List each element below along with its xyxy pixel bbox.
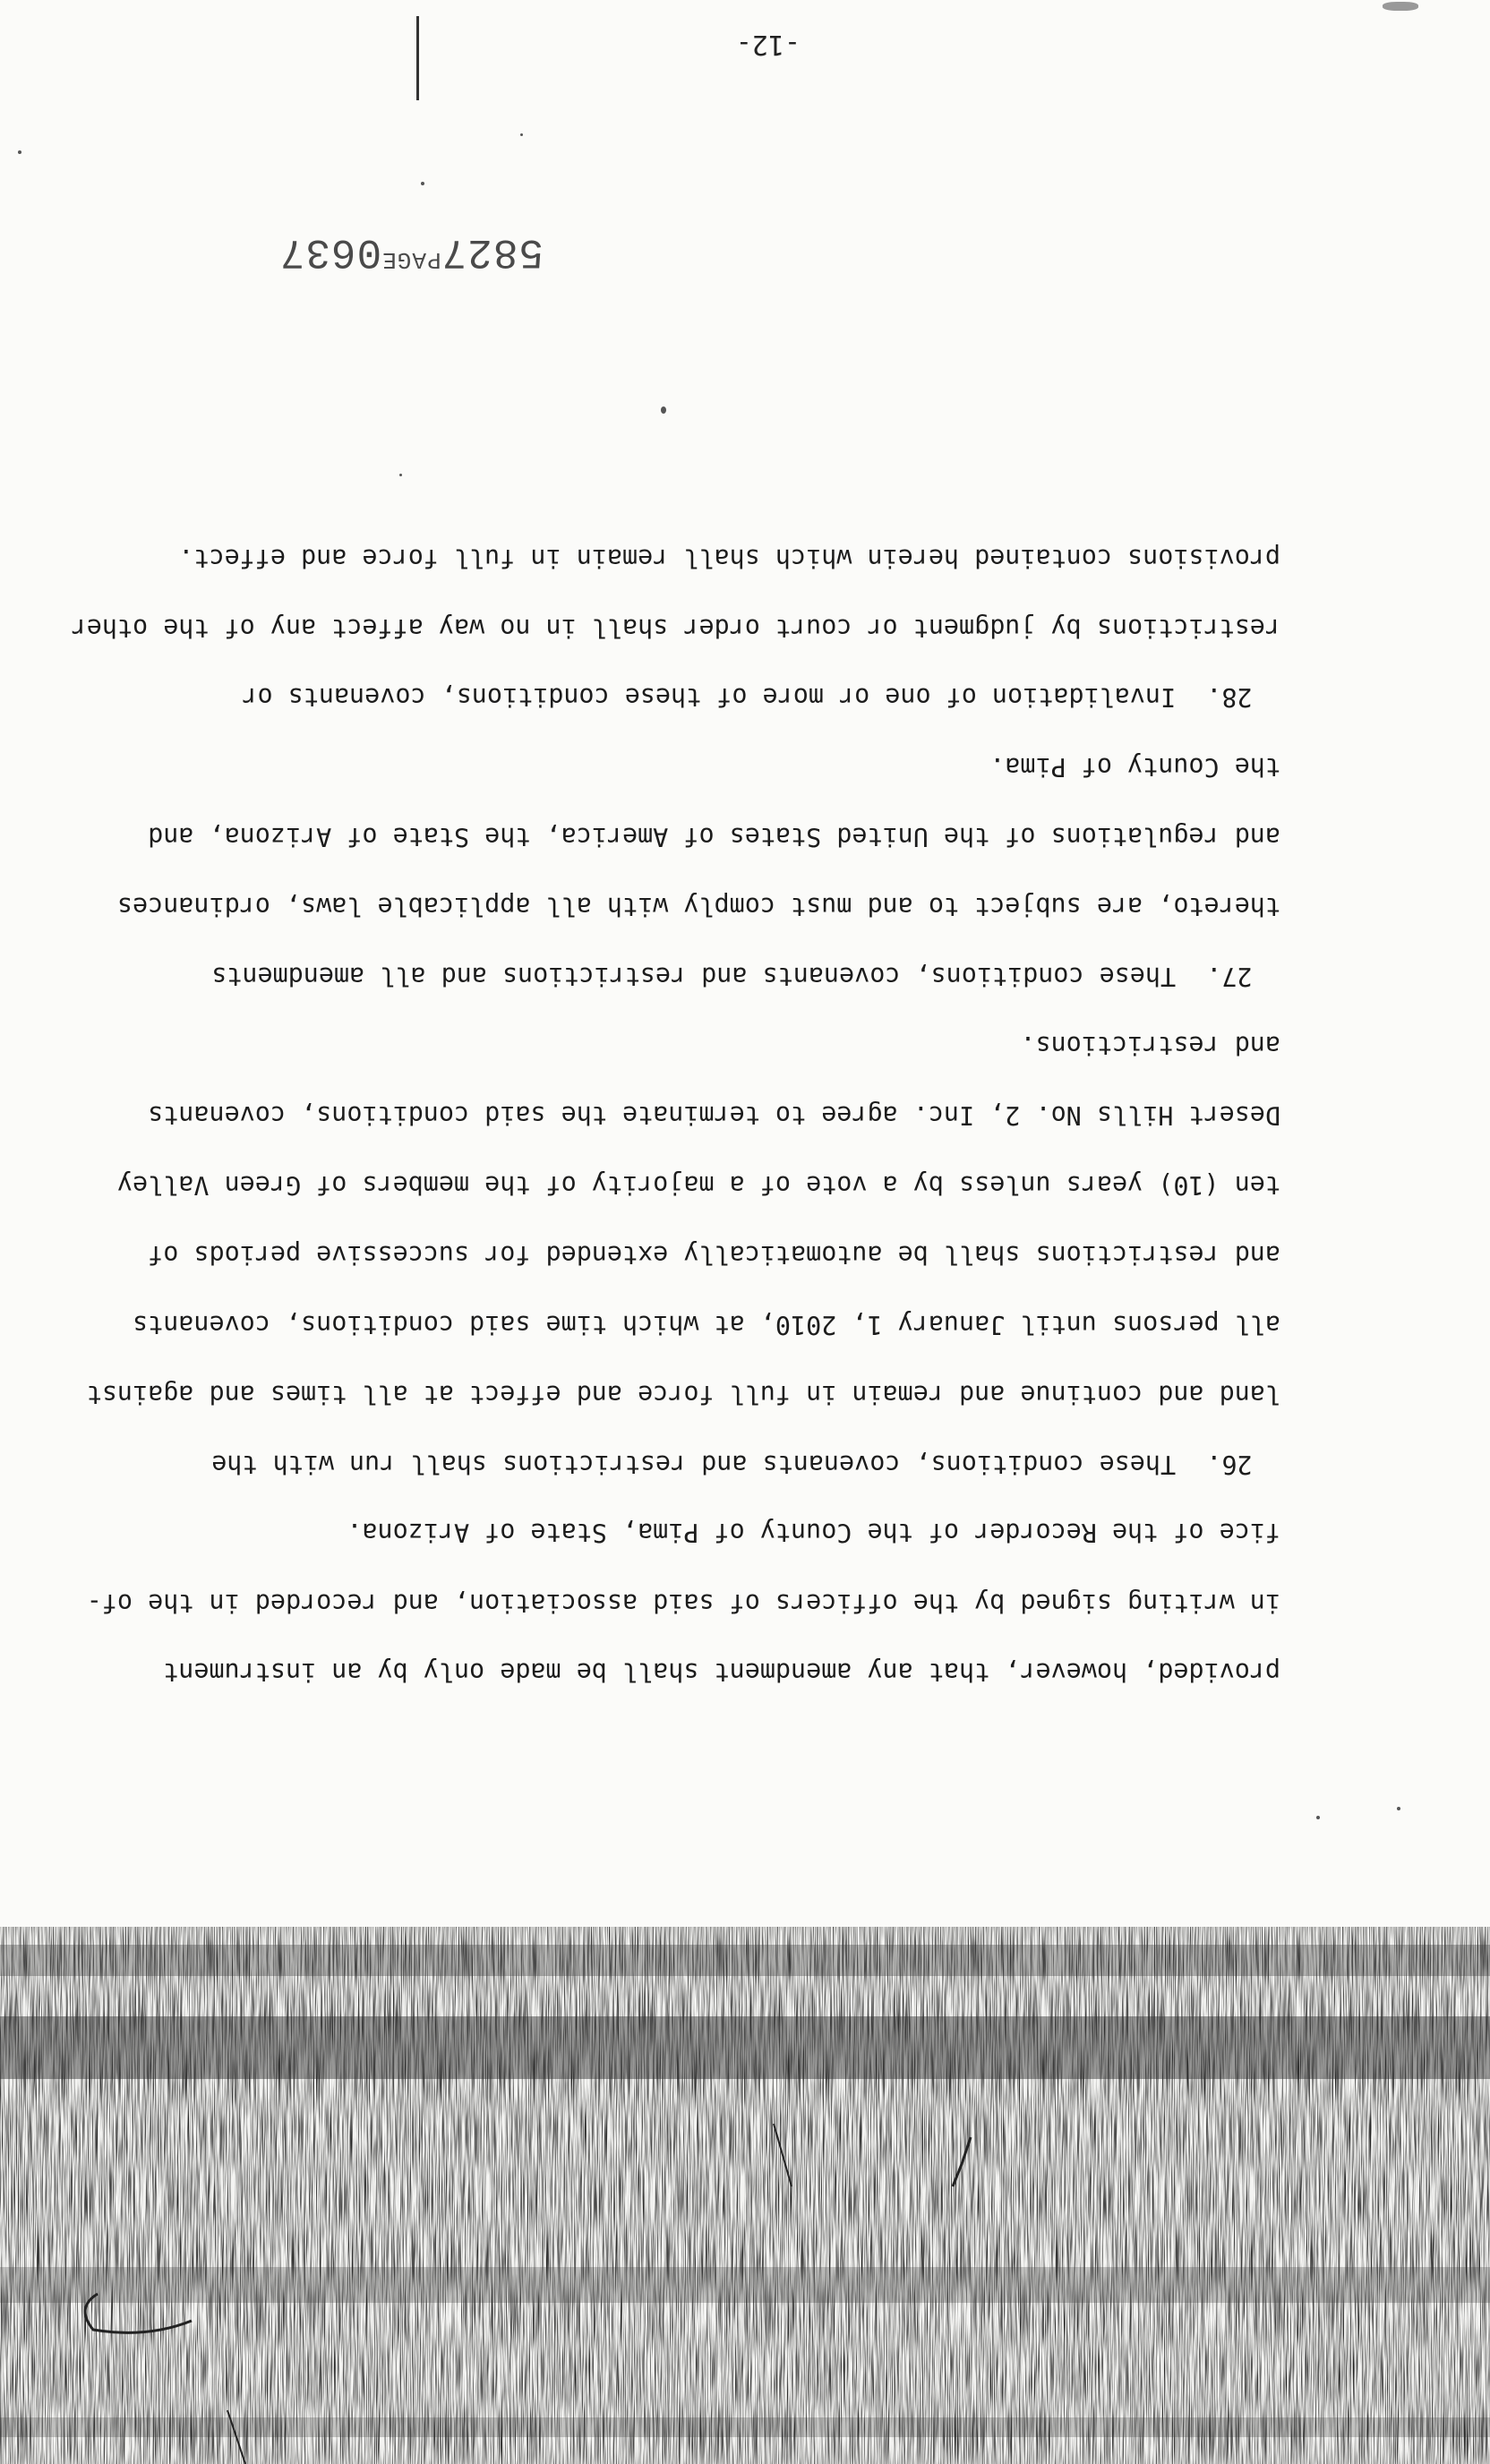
recording-stamp-book: 5827	[441, 228, 544, 275]
scan-speck	[1316, 1816, 1320, 1819]
scan-speck	[421, 182, 424, 185]
staple-mark	[416, 16, 419, 100]
scan-speck	[520, 133, 523, 136]
recording-stamp-page: 0637	[278, 228, 382, 275]
recording-stamp	[279, 228, 544, 275]
text-line: in writing signed by the officers of said association, and recorded in the of-	[86, 1588, 1280, 1618]
text-line: and restrictions.	[1020, 1031, 1280, 1060]
text-line: all persons until January 1, 2010, at which time said conditions, covenants	[133, 1310, 1280, 1339]
text-line: and restrictions shall be automatically extended for successive periods of	[148, 1240, 1280, 1270]
text-line: land and continue and remain in full force and effect at all times and against	[86, 1380, 1280, 1409]
text-line: restrictions by judgment or court order shall in no way affect any of the other	[71, 613, 1280, 643]
text-line: provisions contained herein which shall remain in full force and effect.	[178, 543, 1280, 573]
text-line: 27. These conditions, covenants and restrictions and all amendments	[211, 962, 1329, 991]
text-line: 26. These conditions, covenants and restrictions shall run with the	[211, 1450, 1329, 1479]
text-line: fice of the Recorder of the County of Pima, State of Arizona.	[347, 1518, 1280, 1547]
page-number: -12-	[735, 29, 801, 60]
text-line: thereto, are subject to and must comply with all applicable laws, ordinances	[116, 892, 1280, 921]
scan-speck	[399, 474, 402, 476]
scan-speck	[18, 150, 21, 154]
copier-noise-band	[0, 1927, 1490, 2464]
text-line: and regulations of the United States of America, the State of Arizona, and	[148, 822, 1280, 851]
text-line: Desert Hills No. 2, Inc. agree to terminate the said conditions, covenants	[148, 1100, 1280, 1130]
scan-speck	[1397, 1807, 1400, 1810]
copier-noise-graphic	[0, 1927, 1490, 2464]
text-line: the County of Pima.	[989, 752, 1280, 782]
scan-speck	[1383, 2, 1418, 11]
text-line: ten (10) years unless by a vote of a majority of the members of Green Valley	[116, 1170, 1280, 1200]
text-line: 28. Invalidation of one or more of these conditions, covenants or	[242, 682, 1329, 712]
text-line: provided, however, that any amendment shall be made only by an instrument	[163, 1657, 1280, 1687]
scan-speck	[661, 406, 666, 414]
recording-stamp-page-label: PAGE	[381, 246, 441, 273]
